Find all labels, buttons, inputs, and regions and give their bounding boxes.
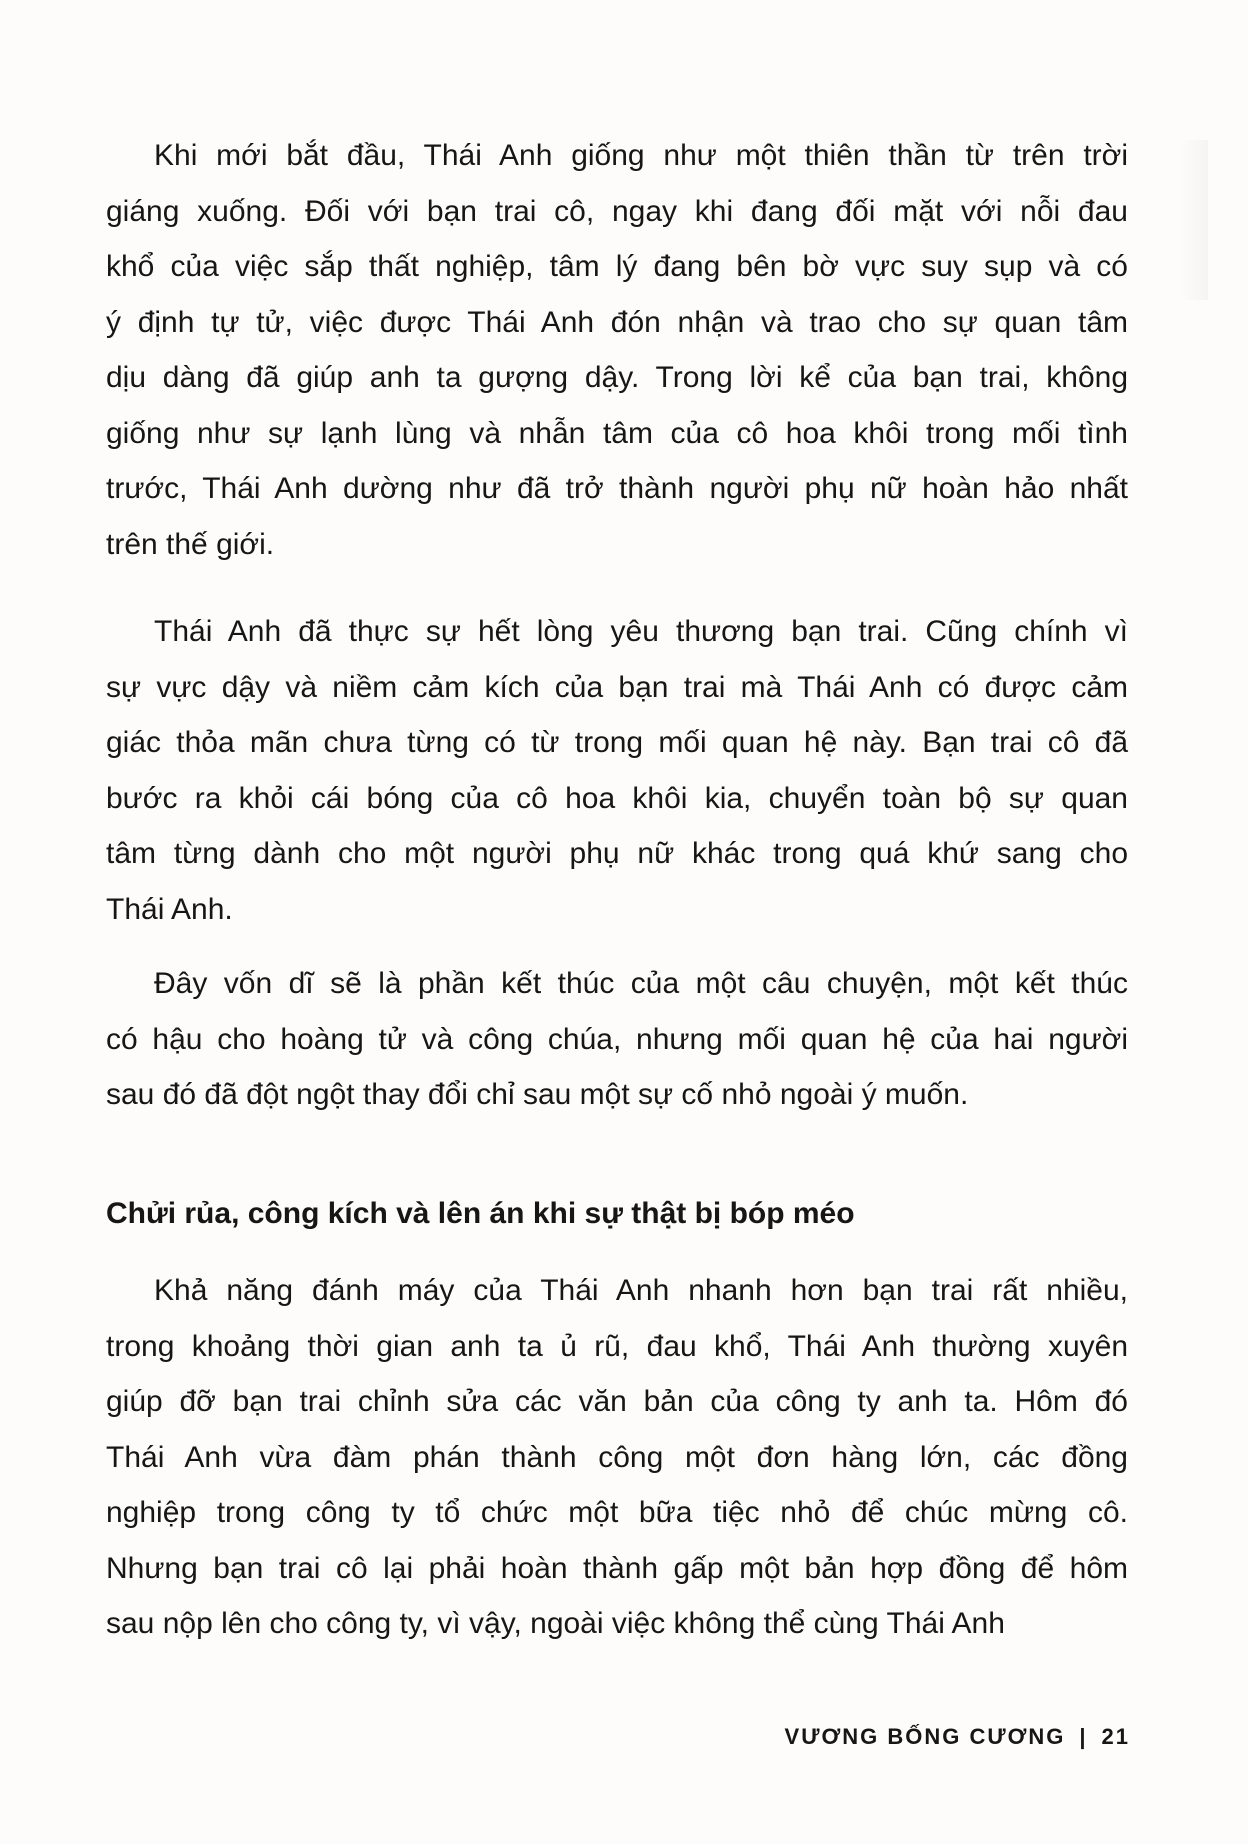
text-line: sự vực dậy và niềm cảm kích của bạn trai mà Thái Anh có được cảm [106,670,1128,704]
text-line: nghiệp trong công ty tổ chức một bữa tiệc nhỏ để chúc mừng cô. [106,1496,1128,1529]
page-edge-shadow [1178,140,1208,300]
text-line: giác thỏa mãn chưa từng có từ trong mối quan hệ này. Bạn trai cô đã [106,726,1128,759]
text-line: giống như sự lạnh lùng và nhẫn tâm của cô hoa khôi trong mối tình [106,416,1128,450]
author-name: VƯƠNG BỐNG CƯƠNG [784,1724,1066,1749]
text-line: Đây vốn dĩ sẽ là phần kết thúc của một câu chuyện, một kết thúc [154,967,1128,1000]
paragraph-4 [106,1263,1128,1652]
page-number: 21 [1101,1724,1130,1749]
text-line: khổ của việc sắp thất nghiệp, tâm lý đang bên bờ vực suy sụp và có [106,250,1128,283]
text-line: Nhưng bạn trai cô lại phải hoàn thành gấp một bản hợp đồng để hôm [106,1551,1128,1585]
paragraph-2 [106,604,1128,937]
text-line: trong khoảng thời gian anh ta ủ rũ, đau khổ, Thái Anh thường xuyên [106,1329,1128,1363]
paragraph-3 [106,956,1128,1123]
text-line: bước ra khỏi cái bóng của cô hoa khôi kia, chuyển toàn bộ sự quan [106,781,1128,815]
text-line: trước, Thái Anh dường như đã trở thành người phụ nữ hoàn hảo nhất [106,472,1128,505]
text-line: giáng xuống. Đối với bạn trai cô, ngay khi đang đối mặt với nỗi đau [106,194,1128,228]
text-line: Thái Anh vừa đàm phán thành công một đơn hàng lớn, các đồng [106,1440,1128,1474]
section-heading: Chửi rủa, công kích và lên án khi sự thật bị bóp méo [106,1197,855,1230]
text-line: có hậu cho hoàng tử và công chúa, nhưng mối quan hệ của hai người [106,1022,1128,1056]
text-line: tâm từng dành cho một người phụ nữ khác trong quá khứ sang cho [106,837,1128,870]
text-line: ý định tự tử, việc được Thái Anh đón nhận và trao cho sự quan tâm [106,305,1128,339]
text-line: sau nộp lên cho công ty, vì vậy, ngoài việc không thể cùng Thái Anh [106,1607,1005,1640]
text-line: trên thế giới. [106,527,275,561]
paragraph-1 [106,128,1128,572]
footer-separator: | [1079,1724,1088,1749]
text-line: giúp đỡ bạn trai chỉnh sửa các văn bản của công ty anh ta. Hôm đó [106,1385,1128,1418]
text-line: Khi mới bắt đầu, Thái Anh giống như một thiên thần từ trên trời [154,139,1128,172]
text-line: Khả năng đánh máy của Thái Anh nhanh hơn bạn trai rất nhiều, [154,1274,1128,1307]
running-footer [785,1724,1130,1750]
text-line: dịu dàng đã giúp anh ta gượng dậy. Trong lời kể của bạn trai, không [106,361,1128,394]
text-line: Thái Anh đã thực sự hết lòng yêu thương bạn trai. Cũng chính vì [154,615,1128,648]
text-line: Thái Anh. [106,892,233,926]
text-line: sau đó đã đột ngột thay đổi chỉ sau một sự cố nhỏ ngoài ý muốn. [106,1078,969,1111]
